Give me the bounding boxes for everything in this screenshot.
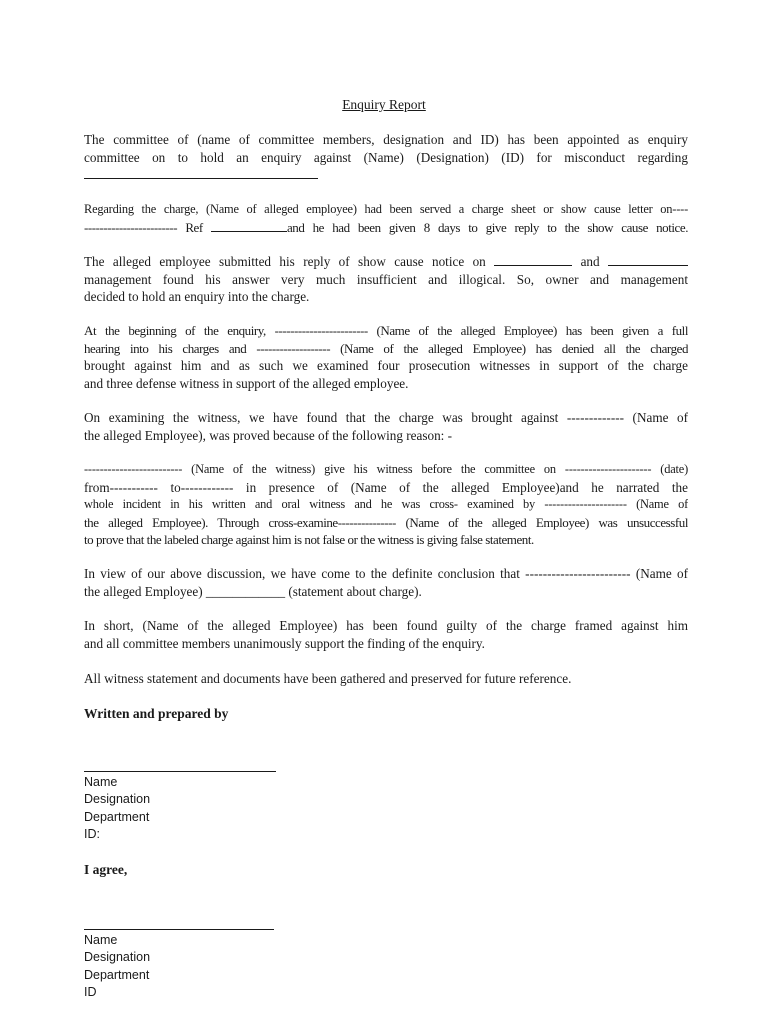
paragraph-examining-witness: On examining the witness, we have found that the charge was brought against ------------- (Name of the alleged Employee), was proved because of the following reason: - [84,410,688,443]
paragraph-conclusion: In view of our above discussion, we have come to the definite conclusion that ------------------------ (Name of the alleged Employee) ____________ (statement about charge). [84,566,688,599]
paragraph-in-short: In short, (Name of the alleged Employee) has been found guilty of the charge framed against him and all committee members unanimously support the finding of the enquiry. [84,618,688,651]
paragraph-appointment: The committee of (name of committee members, designation and ID) has been appointed as enquiry committee on to hold an enquiry against (Name) (Designation) (ID) for misconduct regarding [84,131,688,184]
paragraph-witness-detail: ------------------------- (Name of the witness) give his witness before the committee on ---------------------- (date) from----------- to------------ in presence of (Name of the alleged Employee)and he narrated the whole incident in his written and oral witness and he was cross- examined by --------------------- (Name of the alleged Employee). Through cross-examine--------------- (Name of the alleged Employee) was unsuccessful to prove that the labeled charge against him is not false or the witness is giving false statement. [84,462,688,548]
signature-line-2 [84,929,274,930]
paragraph-reply: The alleged employee submitted his reply of show cause notice on and management found his answer very much insufficient and illogical. So, owner and management decided to hold an enquiry into the charge. [84,254,688,305]
blank-line [608,253,688,266]
blank-line [84,166,318,179]
blank-line [211,219,287,232]
paragraph-charge-sheet: Regarding the charge, (Name of alleged employee) had been served a charge sheet or show cause letter on---- ------------------------ Ref and he had been given 8 days to give reply to the show cause notice. [84,202,688,235]
paragraph-enquiry-beginning: At the beginning of the enquiry, ------------------------ (Name of the alleged Employee) has been given a full hearing into his charges and ------------------- (Name of the alleged Employee) has denied all the charged brought against him and as such we examined four prosecution witnesses in support of the charge and three defense witness in support of the alleged employee. [84,323,688,391]
signature-block-1: Name Designation Department ID: [84,775,151,842]
blank-line [494,253,572,266]
document-title: Enquiry Report [342,97,426,112]
signature-line-1 [84,771,276,772]
paragraph-witness-statements: All witness statement and documents have been gathered and preserved for future reference. [84,671,572,686]
signature-block-2: Name Designation Department ID [84,933,151,1000]
agree-heading: I agree, [84,862,128,877]
written-prepared-heading: Written and prepared by [84,706,229,721]
